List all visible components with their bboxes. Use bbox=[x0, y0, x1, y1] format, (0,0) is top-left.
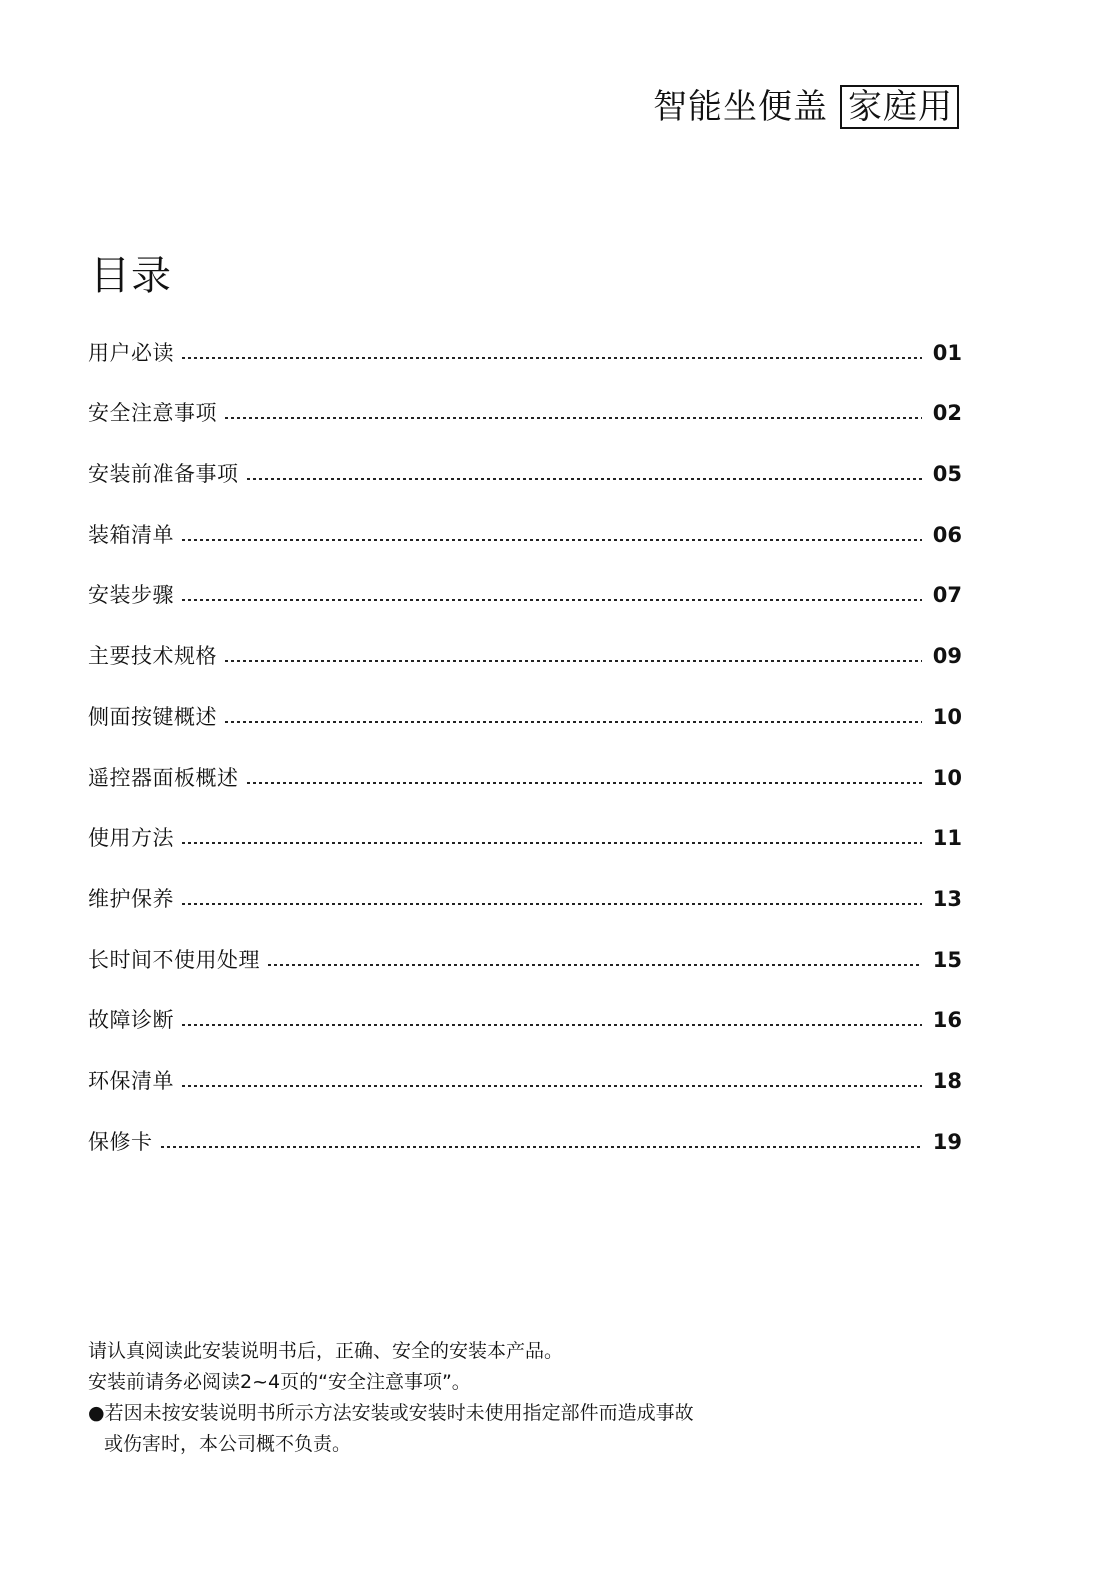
table-of-contents bbox=[88, 322, 962, 1172]
toc-item-label: 用户必读 bbox=[88, 340, 174, 365]
toc-item-page: 10 bbox=[932, 704, 962, 729]
toc-item-page: 16 bbox=[932, 1008, 962, 1033]
toc-item-page: 05 bbox=[932, 462, 962, 487]
toc-item-page: 07 bbox=[932, 583, 962, 608]
dot-leader bbox=[182, 1085, 922, 1087]
toc-item-label: 长时间不使用处理 bbox=[88, 947, 260, 972]
dot-leader bbox=[182, 357, 922, 359]
toc-item-page: 15 bbox=[932, 947, 962, 972]
toc-item[interactable] bbox=[88, 1111, 962, 1172]
safety-notes bbox=[88, 1336, 848, 1460]
toc-item-label: 保修卡 bbox=[88, 1129, 153, 1154]
document-header bbox=[653, 84, 959, 130]
toc-item-page: 06 bbox=[932, 522, 962, 547]
dot-leader bbox=[247, 478, 923, 480]
toc-item[interactable] bbox=[88, 808, 962, 869]
note-line: 安装前请务必阅读2~4页的“安全注意事项”。 bbox=[88, 1371, 471, 1393]
toc-item-label: 使用方法 bbox=[88, 826, 174, 851]
dot-leader bbox=[268, 964, 922, 966]
toc-item[interactable] bbox=[88, 868, 962, 929]
toc-item-label: 安装步骤 bbox=[88, 583, 174, 608]
toc-item[interactable] bbox=[88, 990, 962, 1051]
toc-item[interactable] bbox=[88, 443, 962, 504]
toc-item-page: 02 bbox=[932, 401, 962, 426]
dot-leader bbox=[182, 903, 922, 905]
toc-item-label: 安全注意事项 bbox=[88, 401, 217, 426]
dot-leader bbox=[182, 599, 922, 601]
toc-item-page: 10 bbox=[932, 765, 962, 790]
dot-leader bbox=[225, 721, 922, 723]
note-line: 请认真阅读此安装说明书后，正确、安全的安装本产品。 bbox=[88, 1340, 564, 1362]
toc-item[interactable] bbox=[88, 565, 962, 626]
toc-item[interactable] bbox=[88, 625, 962, 686]
note-warning-continued: 或伤害时，本公司概不负责。 bbox=[104, 1433, 352, 1455]
note-warning: ●若因未按安装说明书所示方法安装或安装时未使用指定部件而造成事故 bbox=[88, 1402, 694, 1424]
toc-item[interactable] bbox=[88, 686, 962, 747]
toc-item[interactable] bbox=[88, 1050, 962, 1111]
toc-item-label: 安装前准备事项 bbox=[88, 462, 239, 487]
product-title: 智能坐便盖 bbox=[653, 87, 828, 127]
toc-item-label: 遥控器面板概述 bbox=[88, 765, 239, 790]
dot-leader bbox=[182, 1024, 922, 1026]
toc-item-page: 13 bbox=[932, 886, 962, 911]
toc-item[interactable] bbox=[88, 747, 962, 808]
toc-item-page: 18 bbox=[932, 1068, 962, 1093]
dot-leader bbox=[161, 1146, 923, 1148]
dot-leader bbox=[225, 417, 922, 419]
toc-item[interactable] bbox=[88, 504, 962, 565]
dot-leader bbox=[225, 660, 922, 662]
toc-item-label: 环保清单 bbox=[88, 1068, 174, 1093]
toc-item[interactable] bbox=[88, 322, 962, 383]
toc-item-page: 01 bbox=[932, 340, 962, 365]
toc-item-label: 故障诊断 bbox=[88, 1008, 174, 1033]
toc-item-page: 19 bbox=[932, 1129, 962, 1154]
toc-item-label: 侧面按键概述 bbox=[88, 704, 217, 729]
toc-item-label: 维护保养 bbox=[88, 886, 174, 911]
toc-item[interactable] bbox=[88, 929, 962, 990]
dot-leader bbox=[182, 539, 922, 541]
toc-item[interactable] bbox=[88, 383, 962, 444]
toc-item-label: 装箱清单 bbox=[88, 522, 174, 547]
toc-item-page: 11 bbox=[932, 826, 962, 851]
usage-badge: 家庭用 bbox=[840, 85, 959, 129]
toc-item-page: 09 bbox=[932, 644, 962, 669]
dot-leader bbox=[247, 782, 923, 784]
dot-leader bbox=[182, 842, 922, 844]
toc-item-label: 主要技术规格 bbox=[88, 644, 217, 669]
toc-heading: 目录 bbox=[90, 253, 172, 299]
